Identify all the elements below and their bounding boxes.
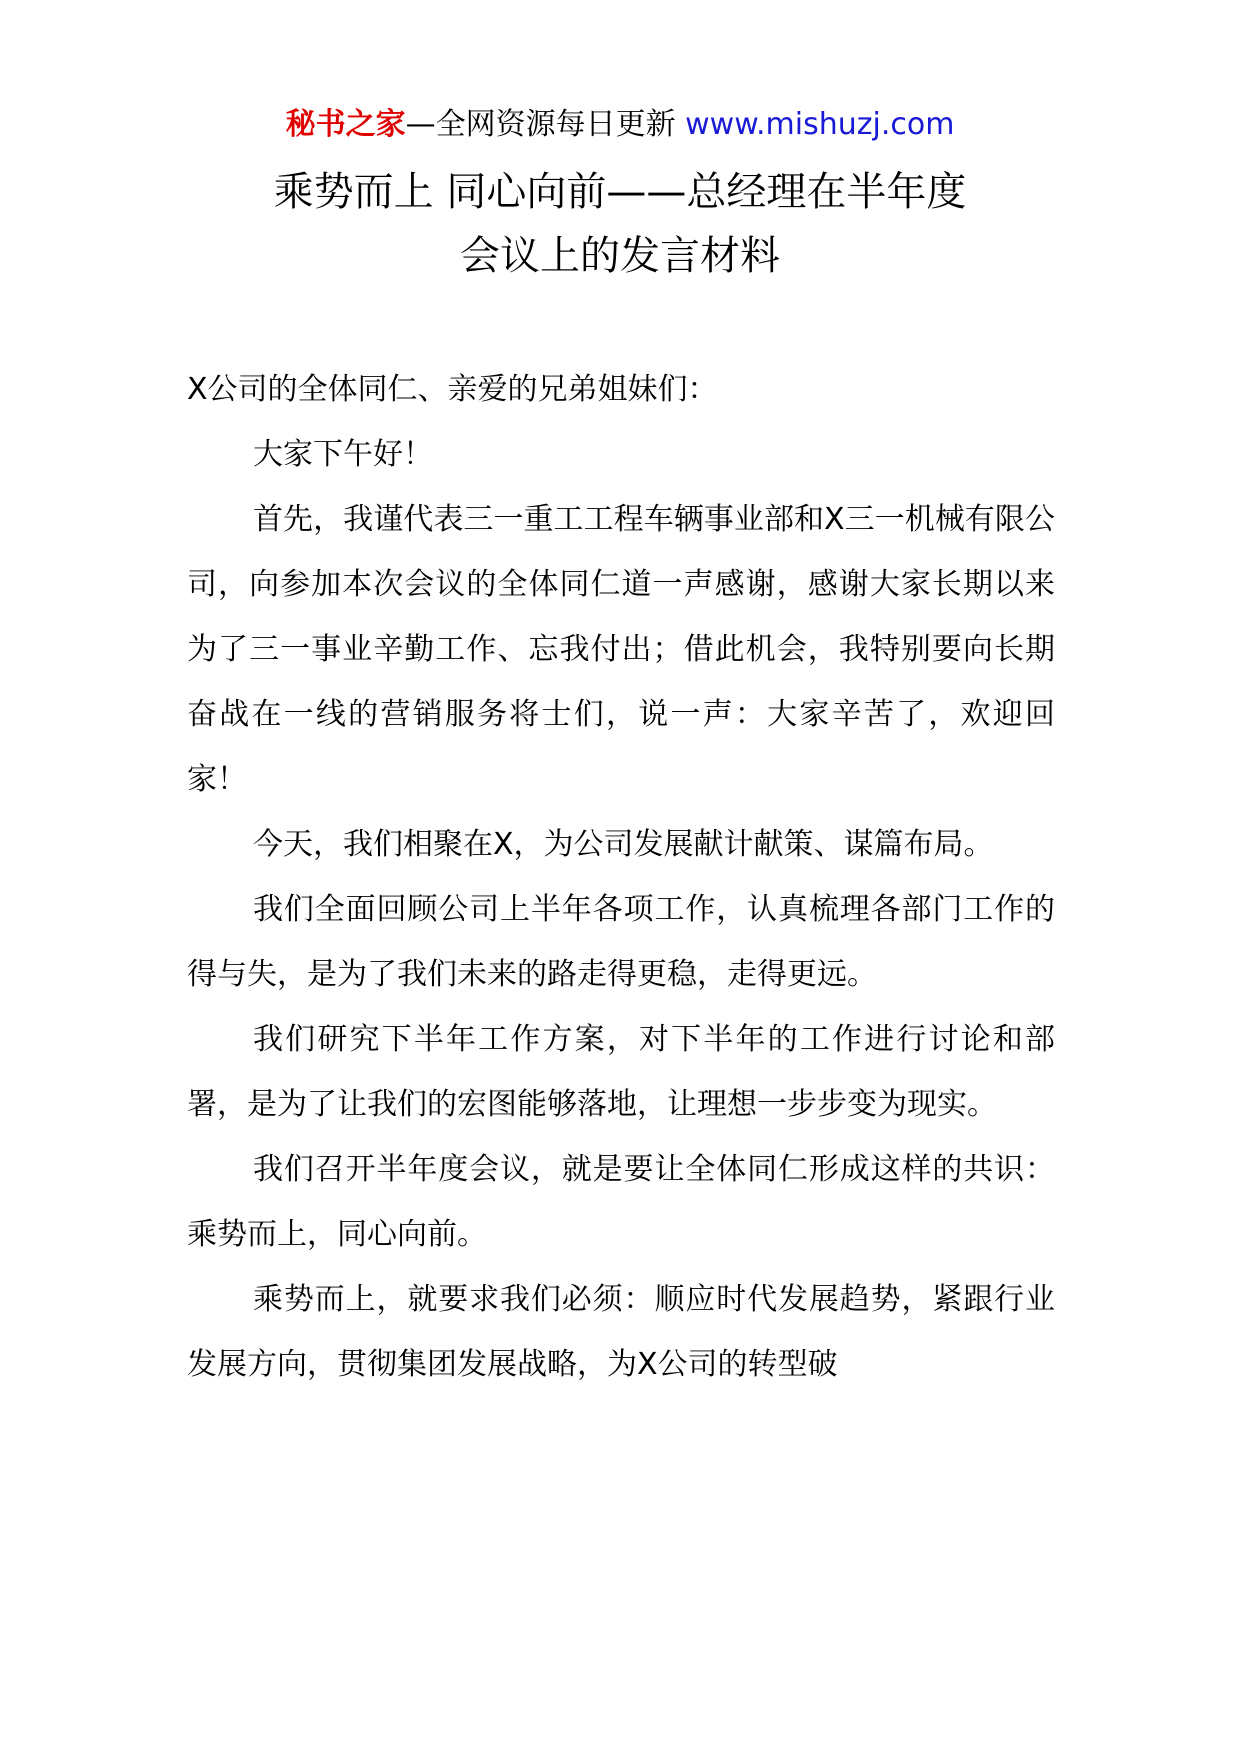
header-banner [0,100,1240,150]
paragraph: 我们研究下半年工作方案，对下半年的工作进行讨论和部署，是为了让我们的宏图能够落地，让理想一步步变为现实。 [187,1022,1055,1122]
paragraph: 我们全面回顾公司上半年各项工作，认真梳理各部门工作的得与失，是为了我们未来的路走得更稳，走得更远。 [187,892,1055,992]
document-title [150,160,1090,288]
title-line-1: 乘势而上 同心向前——总经理在半年度 [273,169,967,215]
document-body [187,357,1055,1397]
paragraph: 今天，我们相聚在X，为公司发展献计献策、谋篇布局。 [253,827,994,862]
salutation: X公司的全体同仁、亲爱的兄弟姐妹们： [187,372,718,407]
site-url-link[interactable]: www.mishuzj.com [685,107,955,142]
header-slogan: —全网资源每日更新 [405,107,686,142]
paragraph: 首先，我谨代表三一重工工程车辆事业部和X三一机械有限公司，向参加本次会议的全体同仁道一声感谢，感谢大家长期以来为了三一事业辛勤工作、忘我付出；借此机会，我特别要向长期奋战在一线的营销服务将士们，说一声：大家辛苦了，欢迎回家！ [187,502,1055,797]
brand-name: 秘书之家 [285,107,406,142]
paragraph: 乘势而上，就要求我们必须：顺应时代发展趋势，紧跟行业发展方向，贯彻集团发展战略，为X公司的转型破 [187,1282,1055,1382]
paragraph: 大家下午好！ [253,437,433,472]
title-line-2: 会议上的发言材料 [460,233,780,279]
paragraph: 我们召开半年度会议，就是要让全体同仁形成这样的共识：乘势而上，同心向前。 [187,1152,1055,1252]
